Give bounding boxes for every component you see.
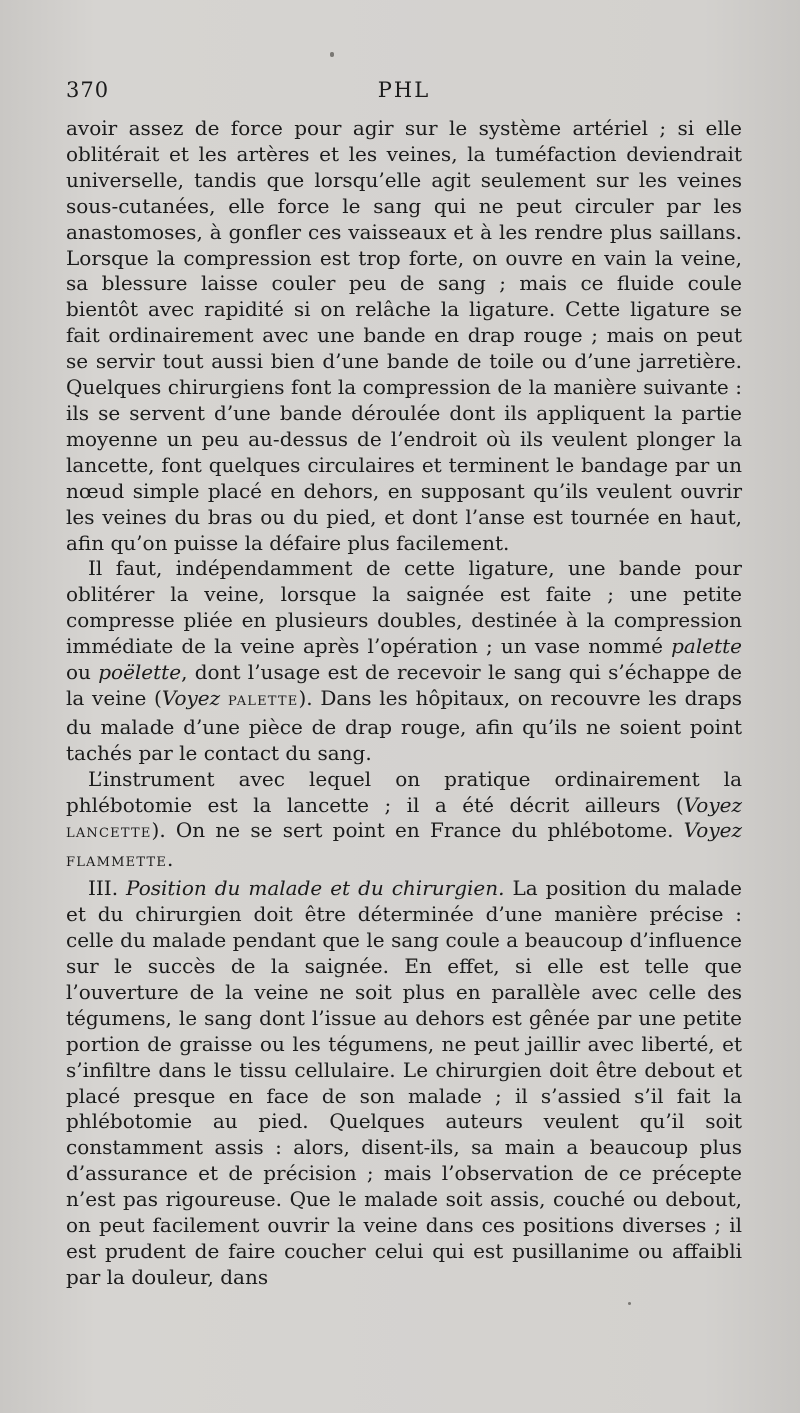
italic-run: Voyez [161,685,221,710]
paper-speck [628,1302,631,1305]
text-run: . [167,847,174,872]
paragraph-continuation [66,116,742,556]
text-run [220,686,228,710]
text-run: III. [88,876,127,901]
text-run: avoir assez de force pour agir sur le système artériel ; si elle oblitérait et les artères et les veines, la tuméfaction deviendrait universelle, tandis que lorsqu’elle agit seulement sur les veines sous-cutanées, elle force le sang qui ne peut circuler par les anastomoses, à gonfler ces vaisseaux et à les rendre plus saillans. Lorsque la compression est trop forte, on ouvre en vain la veine, sa blessure laisse couler peu de sang ; mais ce fluide coule bientôt avec rapidité si on relâche la ligature. Cette ligature se fait ordinairement avec une bande en drap rouge ; mais on peut se servir tout aussi bien d’une bande de toile ou d’une jarretière. Quelques chirurgiens font la compression de la manière suivante : ils se servent d’une bande déroulée dont ils appliquent la partie moyenne un peu au-dessus de l’endroit où ils veulent plonger la lancette, font quelques circulaires et terminent le bandage par un nœud simple placé en dehors, en supposant qu’ils veulent ouvrir les veines du bras ou du pied, et dont l’anse est tournée en haut, afin qu’on puisse la défaire plus facilement. [66,116,742,555]
italic-run: palette [671,634,742,659]
italic-run: Position du malade et du chirurgien. [126,876,505,901]
paragraph-ligature-materials [66,556,742,766]
italic-run: Voyez [683,792,742,817]
small-caps-run: LANCETTE [66,826,152,842]
small-caps-run: FLAMMETTE [66,855,168,871]
page-number: 370 [66,78,110,102]
small-caps-run: PALETTE [227,693,299,709]
text-run: La position du malade et du chirurgien doit être déterminée d’une manière précise : celle du malade pendant que le sang coule a beaucoup d’influence sur le succès de la saignée. En effet, si elle est telle que l’ouverture de la veine ne soit plus en parallèle avec celle des tégumens, le sang dont l’issue au dehors est gênée par une petite portion de graisse ou les tégumens, ne peut jaillir avec liberté, et s’infiltre dans le tissu cellulaire. Le chirurgien doit être debout et placé presque en face de son malade ; il s’assied s’il fait la phlébotomie au pied. Quelques auteurs veulent qu’il soit constamment assis : alors, disent-ils, sa main a beaucoup plus d’assurance et de précision ; mais l’observation de ce précepte n’est pas rigoureuse. Que le malade soit assis, couché ou debout, on peut facilement ouvrir la veine dans ces positions diverses ; il est prudent de faire coucher celui qui est pusillanime ou affaibli par la douleur, dans [66,876,742,1289]
running-head: PHL [377,78,431,102]
paragraph-position [66,876,742,1291]
body-text [66,116,742,1291]
page-header [66,78,742,112]
text-run: Il faut, indépendamment de cette ligature, une bande pour oblitérer la veine, lorsque la saignée est faite ; une petite compresse pliée en plusieurs doubles, destinée à la compression immédiate de la veine après l’opération ; un vase nommé [66,556,742,659]
italic-run: Voyez [683,818,742,843]
paragraph-instrument [66,767,742,877]
text-run: ). Dans les hôpitaux, on recouvre les draps du malade d’une pièce de drap rouge, afin qu’ils ne soient point tachés par le contact du sang. [66,685,743,765]
paper-speck [330,52,334,57]
text-run: ). On ne se sert point en France du phlébotome. [151,818,684,843]
text-run: , dont l’usage est de recevoir le sang qui s’échappe de la veine ( [66,660,742,710]
italic-run: poëlette [98,660,182,685]
text-run: ou [66,660,99,685]
text-run: L’instrument avec lequel on pratique ordinairement la phlébotomie est la lancette ; il a été décrit ailleurs ( [66,766,742,817]
